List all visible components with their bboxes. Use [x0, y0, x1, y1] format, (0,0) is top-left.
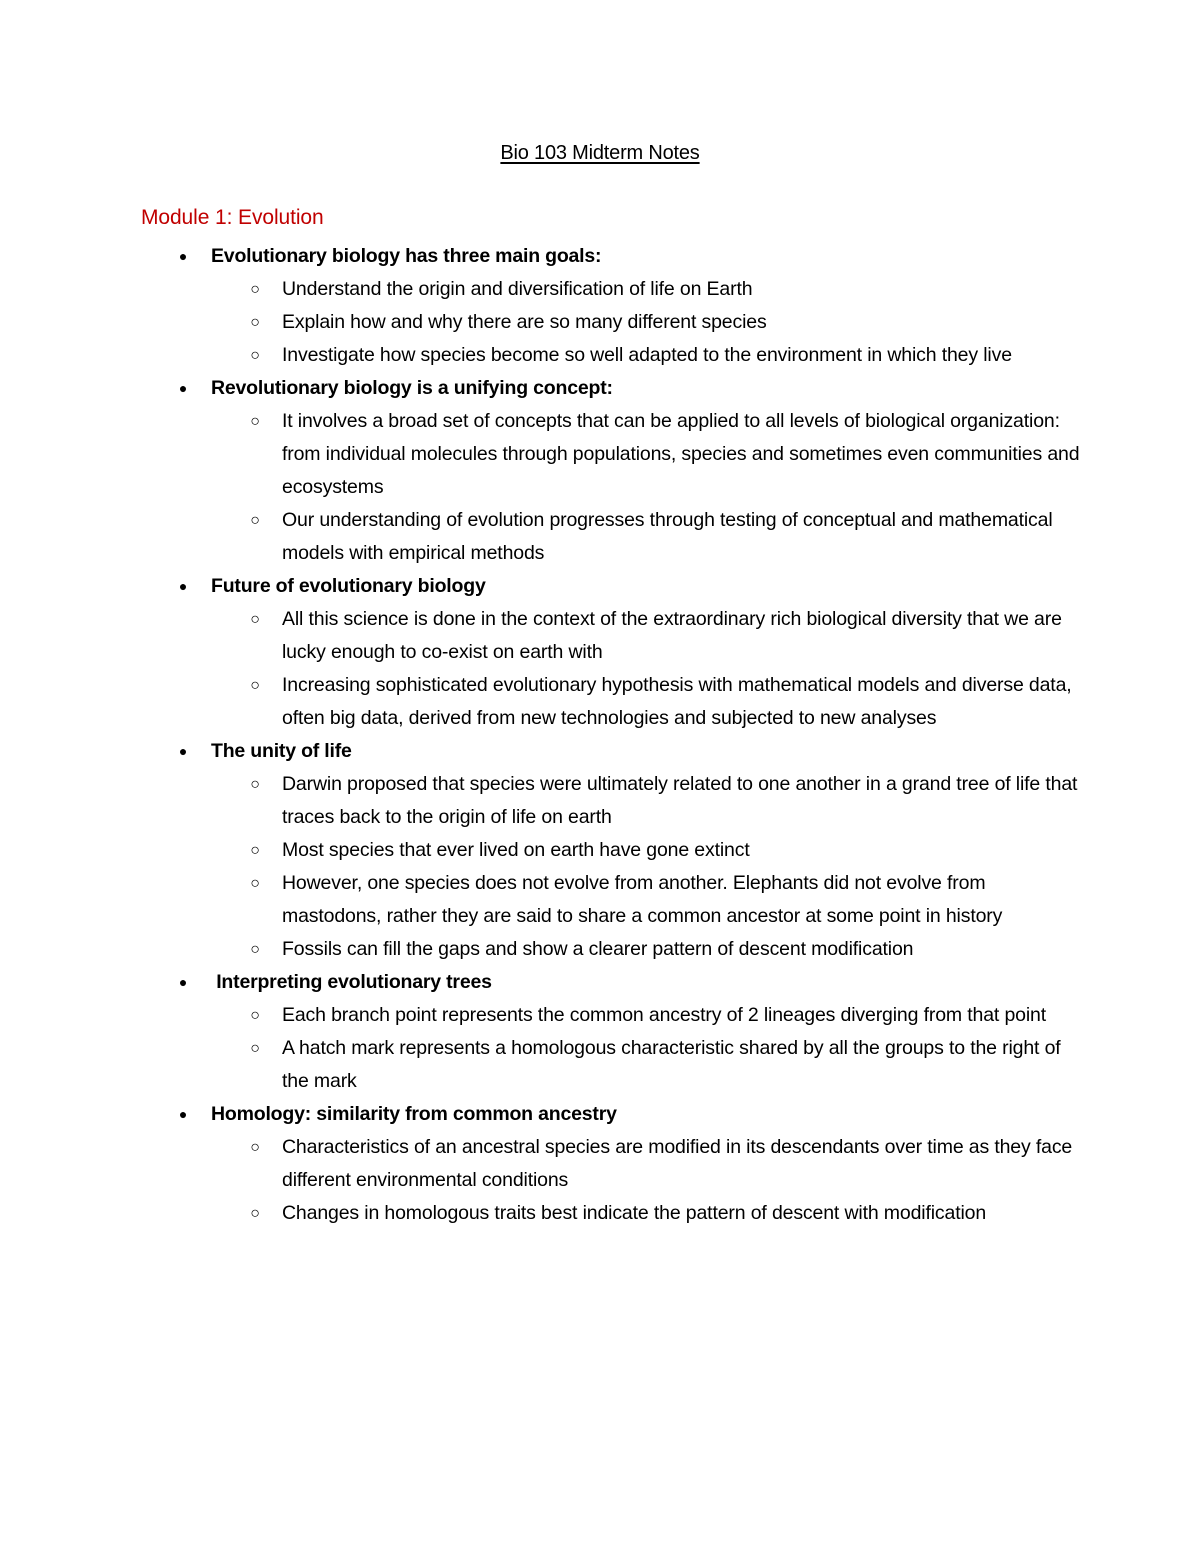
- point-text: Explain how and why there are so many different species: [282, 311, 767, 333]
- section-points: [211, 768, 1200, 966]
- hollow-circle-icon: ○: [250, 512, 260, 529]
- section-heading: The unity of life: [211, 740, 352, 762]
- hollow-circle-icon: ○: [250, 611, 260, 628]
- point-text: Our understanding of evolution progresses through testing of conceptual and mathematical models with empirical methods: [282, 509, 1053, 564]
- point-text: Darwin proposed that species were ultimately related to one another in a grand tree of life that traces back to the origin of life on earth: [282, 773, 1078, 828]
- point-text: It involves a broad set of concepts that can be applied to all levels of biological organization: from individual molecules through populations, species and sometimes even communities and ecosystems: [282, 410, 1080, 498]
- section-heading: Future of evolutionary biology: [211, 575, 486, 597]
- list-item: [0, 867, 1200, 933]
- section-item: [0, 735, 1200, 966]
- document-title: Bio 103 Midterm Notes: [500, 142, 700, 164]
- hollow-circle-icon: ○: [250, 941, 260, 958]
- section-heading: Interpreting evolutionary trees: [211, 971, 492, 993]
- point-text: Investigate how species become so well adapted to the environment in which they live: [282, 344, 1012, 366]
- filled-bullet-icon: ●: [178, 248, 188, 264]
- hollow-circle-icon: ○: [250, 1040, 260, 1057]
- list-item: [0, 1032, 1200, 1098]
- list-item: [0, 306, 1200, 339]
- list-item: [0, 834, 1200, 867]
- hollow-circle-icon: ○: [250, 677, 260, 694]
- list-item: [0, 504, 1200, 570]
- list-item: [0, 768, 1200, 834]
- point-text: Most species that ever lived on earth have gone extinct: [282, 839, 750, 861]
- hollow-circle-icon: ○: [250, 776, 260, 793]
- section-heading: Homology: similarity from common ancestry: [211, 1103, 617, 1125]
- list-item: [0, 339, 1200, 372]
- list-item: [0, 405, 1200, 504]
- list-item: [0, 999, 1200, 1032]
- list-item: [0, 933, 1200, 966]
- point-text: Each branch point represents the common ancestry of 2 lineages diverging from that point: [282, 1004, 1046, 1026]
- point-text: Increasing sophisticated evolutionary hypothesis with mathematical models and diverse data, often big data, derived from new technologies and subjected to new analyses: [282, 674, 1072, 729]
- point-text: Fossils can fill the gaps and show a clearer pattern of descent modification: [282, 938, 914, 960]
- filled-bullet-icon: ●: [178, 380, 188, 396]
- section-heading: Evolutionary biology has three main goals:: [211, 245, 602, 267]
- section-item: [0, 1098, 1200, 1230]
- hollow-circle-icon: ○: [250, 1139, 260, 1156]
- section-points: [211, 603, 1200, 735]
- hollow-circle-icon: ○: [250, 314, 260, 331]
- list-item: [0, 273, 1200, 306]
- point-text: Understand the origin and diversification of life on Earth: [282, 278, 753, 300]
- section-item: [0, 240, 1200, 372]
- section-points: [211, 405, 1200, 570]
- hollow-circle-icon: ○: [250, 281, 260, 298]
- section-item: [0, 570, 1200, 735]
- filled-bullet-icon: ●: [178, 743, 188, 759]
- hollow-circle-icon: ○: [250, 842, 260, 859]
- section-points: [211, 273, 1200, 372]
- section-item: [0, 372, 1200, 570]
- notes-outline: [0, 240, 1200, 1230]
- hollow-circle-icon: ○: [250, 413, 260, 430]
- point-text: Changes in homologous traits best indicate the pattern of descent with modification: [282, 1202, 987, 1224]
- list-item: [0, 1131, 1200, 1197]
- section-heading: Revolutionary biology is a unifying concept:: [211, 377, 613, 399]
- section-points: [211, 999, 1200, 1098]
- point-text: Characteristics of an ancestral species are modified in its descendants over time as they face different environmental conditions: [282, 1136, 1073, 1191]
- filled-bullet-icon: ●: [178, 974, 188, 990]
- list-item: [0, 603, 1200, 669]
- point-text: However, one species does not evolve from another. Elephants did not evolve from mastodons, rather they are said to share a common ancestor at some point in history: [282, 872, 1003, 927]
- filled-bullet-icon: ●: [178, 1106, 188, 1122]
- hollow-circle-icon: ○: [250, 347, 260, 364]
- point-text: All this science is done in the context of the extraordinary rich biological diversity that we are lucky enough to co-exist on earth with: [282, 608, 1062, 663]
- section-points: [211, 1131, 1200, 1230]
- point-text: A hatch mark represents a homologous characteristic shared by all the groups to the right of the mark: [282, 1037, 1061, 1092]
- hollow-circle-icon: ○: [250, 875, 260, 892]
- list-item: [0, 669, 1200, 735]
- hollow-circle-icon: ○: [250, 1007, 260, 1024]
- section-item: [0, 966, 1200, 1098]
- hollow-circle-icon: ○: [250, 1205, 260, 1222]
- filled-bullet-icon: ●: [178, 578, 188, 594]
- list-item: [0, 1197, 1200, 1230]
- module-heading: Module 1: Evolution: [141, 206, 324, 229]
